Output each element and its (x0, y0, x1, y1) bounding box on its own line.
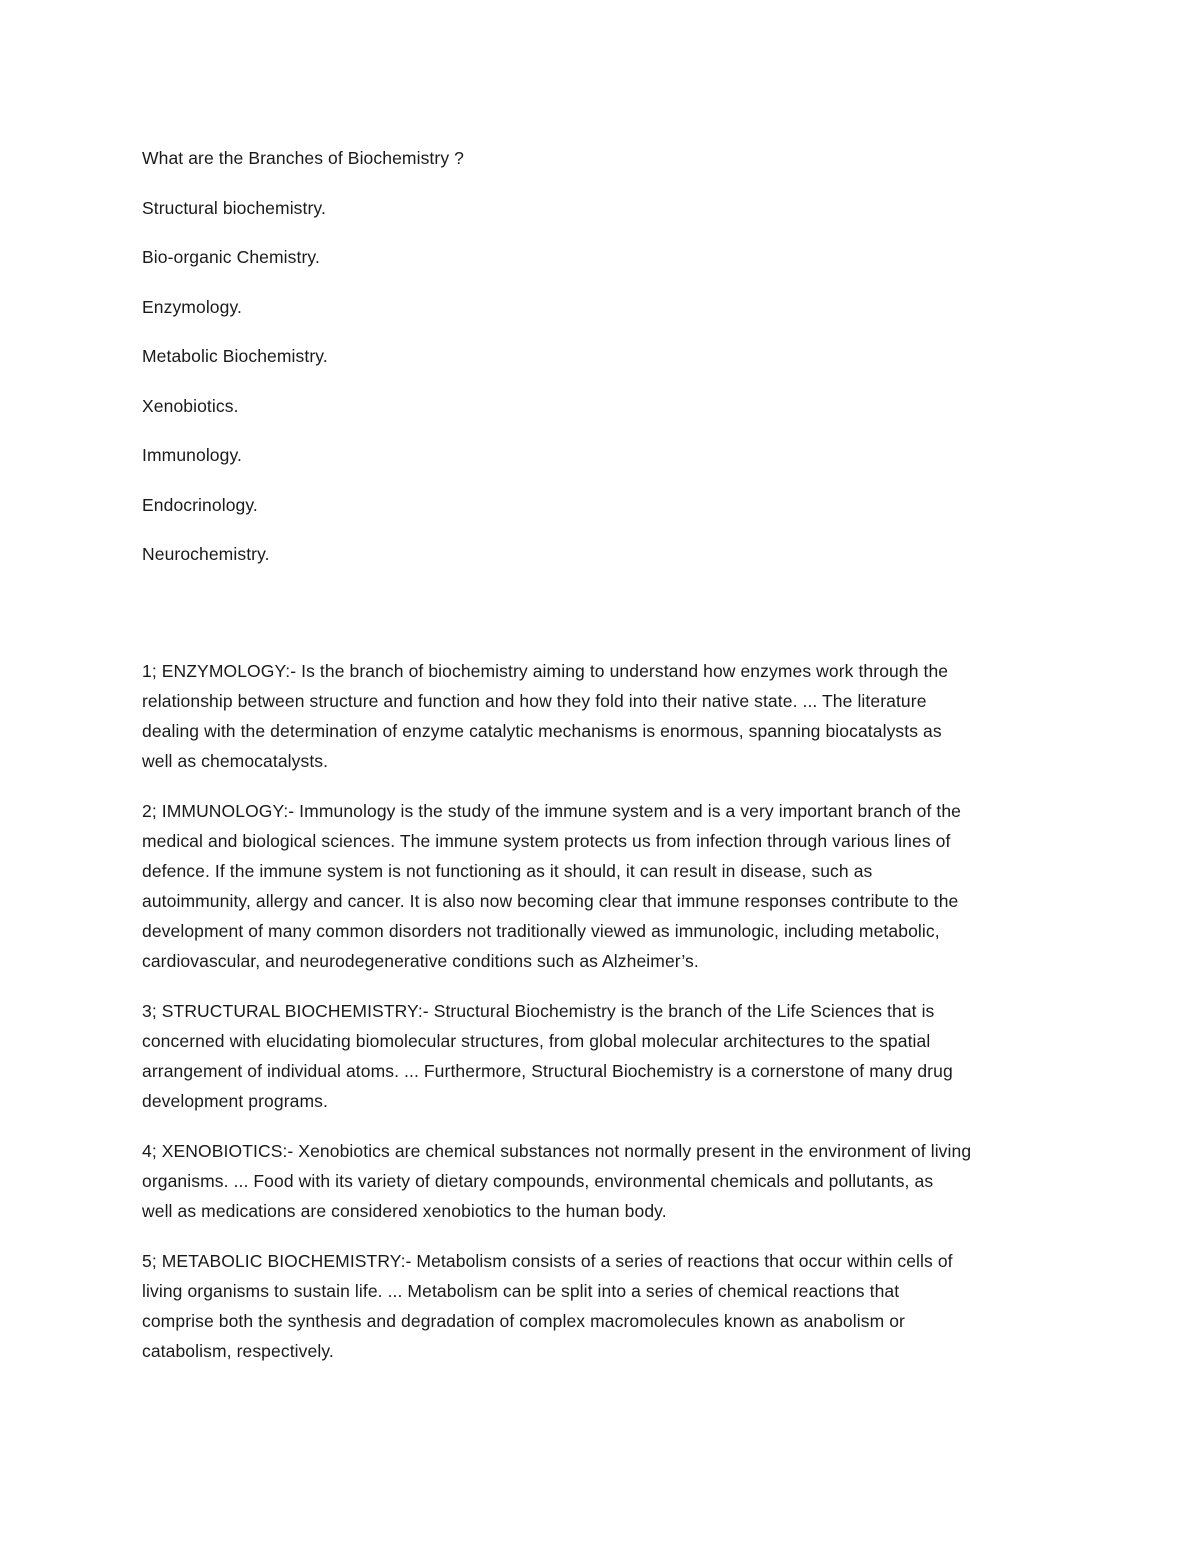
spacer (142, 589, 1072, 656)
paragraph-line: medical and biological sciences. The immune system protects us from infection through various lines of (142, 830, 951, 851)
branch-item: Metabolic Biochemistry. (142, 346, 328, 366)
branch-item: Enzymology. (142, 296, 242, 317)
paragraph-line: comprise both the synthesis and degradation of complex macromolecules known as anabolism or (142, 1310, 905, 1331)
branch-item: Immunology. (142, 445, 242, 465)
paragraph-line: 2; IMMUNOLOGY:- Immunology is the study of the immune system and is a very important branch of the (142, 800, 962, 821)
paragraph-line: autoimmunity, allergy and cancer. It is also now becoming clear that immune responses contribute to the (142, 890, 959, 911)
paragraph-line: organisms. ... Food with its variety of dietary compounds, environmental chemicals and pollutants, as (142, 1170, 934, 1191)
paragraph-xenobiotics (142, 1136, 1072, 1226)
paragraph-line: cardiovascular, and neurodegenerative conditions such as Alzheimer’s. (142, 950, 699, 971)
paragraph-line: 5; METABOLIC BIOCHEMISTRY:- Metabolism consists of a series of reactions that occur within cells of (142, 1250, 953, 1271)
branch-item: Neurochemistry. (142, 544, 270, 564)
paragraph-line: relationship between structure and function and how they fold into their native state. ... The literature (142, 690, 927, 711)
paragraph-line: development of many common disorders not traditionally viewed as immunologic, including metabolic, (142, 920, 940, 941)
paragraph-line: 3; STRUCTURAL BIOCHEMISTRY:- Structural Biochemistry is the branch of the Life Sciences that is (142, 1000, 935, 1021)
paragraph-line: well as medications are considered xenobiotics to the human body. (142, 1200, 667, 1221)
paragraph-line: 1; ENZYMOLOGY:- Is the branch of biochemistry aiming to understand how enzymes work through the (142, 660, 949, 681)
paragraph-line: development programs. (142, 1090, 328, 1111)
paragraph-enzymology (142, 656, 1072, 776)
paragraph-line: arrangement of individual atoms. ... Furthermore, Structural Biochemistry is a cornerstone of many drug (142, 1060, 953, 1081)
paragraph-line: well as chemocatalysts. (142, 750, 329, 771)
branches-list (142, 193, 1072, 570)
paragraph-immunology (142, 796, 1072, 976)
branch-item: Xenobiotics. (142, 395, 239, 416)
paragraph-structural-biochemistry (142, 996, 1072, 1116)
paragraph-line: concerned with elucidating biomolecular structures, from global molecular architectures to the spatial (142, 1030, 931, 1051)
paragraph-line: 4; XENOBIOTICS:- Xenobiotics are chemical substances not normally present in the environment of living (142, 1140, 972, 1161)
document-heading: What are the Branches of Biochemistry ? (142, 148, 464, 168)
document-body (142, 143, 1072, 1386)
paragraph-line: defence. If the immune system is not functioning as it should, it can result in disease, such as (142, 860, 873, 881)
branch-item: Structural biochemistry. (142, 197, 326, 218)
paragraph-line: dealing with the determination of enzyme catalytic mechanisms is enormous, spanning biocatalysts as (142, 720, 942, 741)
branch-item: Endocrinology. (142, 494, 258, 515)
paragraph-line: catabolism, respectively. (142, 1340, 334, 1361)
paragraph-line: living organisms to sustain life. ... Metabolism can be split into a series of chemical reactions that (142, 1280, 900, 1301)
branch-item: Bio-organic Chemistry. (142, 247, 320, 267)
paragraph-metabolic-biochemistry (142, 1246, 1072, 1366)
